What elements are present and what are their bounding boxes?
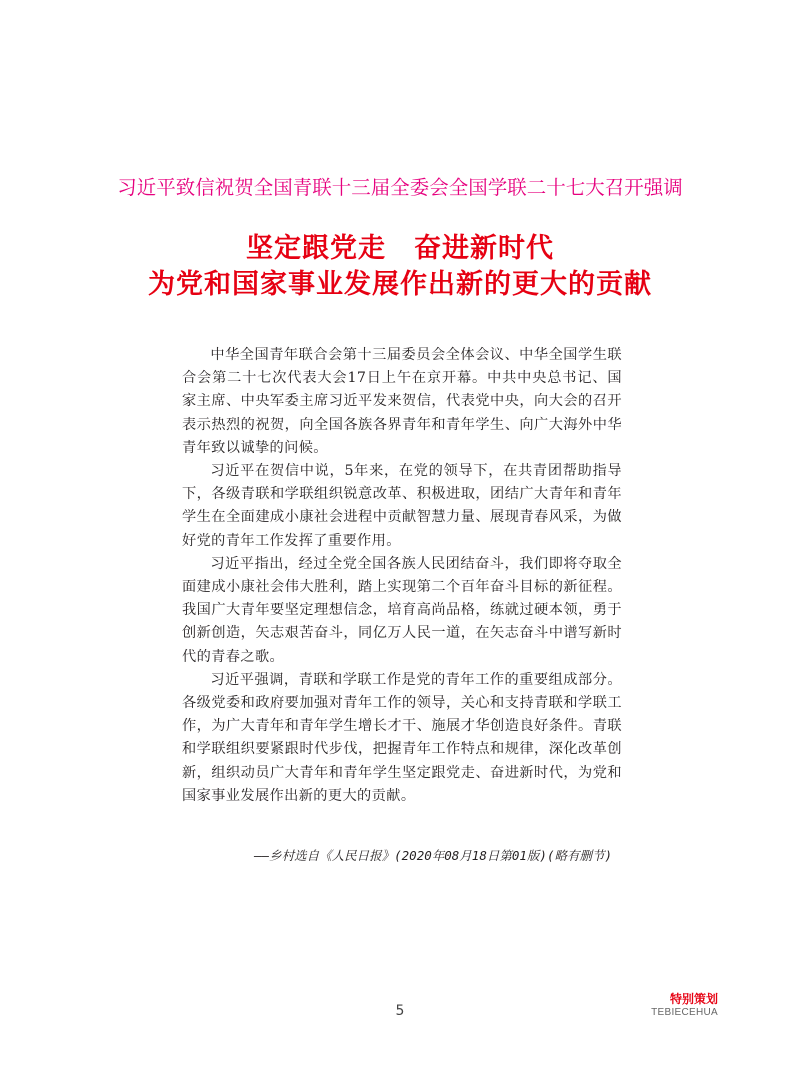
paragraph-1: 中华全国青年联合会第十三届委员会全体会议、中华全国学生联合会第二十七次代表大会17日上午在京开幕。中共中央总书记、国家主席、中央军委主席习近平发来贺信，代表党中央，向大会的召开表示热烈的祝贺，向全国各族各界青年和青年学生、向广大海外中华青年致以诚挚的问候。 — [182, 347, 622, 456]
article-body — [182, 344, 622, 808]
section-tag-chinese: 特别策划 — [669, 992, 718, 1006]
article-kicker: 习近平致信祝贺全国青联十三届全委会全国学联二十七大召开强调 — [117, 176, 683, 199]
headline-line-2: 为党和国家事业发展作出新的更大的贡献 — [148, 269, 652, 300]
page-number: 5 — [395, 1003, 405, 1019]
section-tag — [651, 990, 718, 1018]
source-attribution: ——乡村选自《人民日报》(2020年08月18日第01版)(略有删节) — [254, 848, 612, 863]
paragraph-2: 习近平在贺信中说，5年来，在党的领导下，在共青团帮助指导下，各级青联和学联组织锐意改革、积极进取，团结广大青年和青年学生在全面建成小康社会进程中贡献智慧力量、展现青春风采，为做好党的青年工作发挥了重要作用。 — [182, 463, 622, 549]
paragraph-3: 习近平指出，经过全党全国各族人民团结奋斗，我们即将夺取全面建成小康社会伟大胜利，踏上实现第二个百年奋斗目标的新征程。我国广大青年要坚定理想信念，培育高尚品格，练就过硬本领，勇于创新创造，矢志艰苦奋斗，同亿万人民一道，在矢志奋斗中谱写新时代的青春之歌。 — [182, 555, 622, 665]
headline-line-1: 坚定跟党走 奋进新时代 — [246, 233, 554, 264]
paragraph-4: 习近平强调，青联和学联工作是党的青年工作的重要组成部分。各级党委和政府要加强对青年工作的领导，关心和支持青联和学联工作，为广大青年和青年学生增长才干、施展才华创造良好条件。青联和学联组织要紧跟时代步伐，把握青年工作特点和规律，深化改革创新，组织动员广大青年和青年学生坚定跟党走、奋进新时代，为党和国家事业发展作出新的更大的贡献。 — [182, 671, 622, 804]
section-tag-pinyin: TEBIECEHUA — [651, 1007, 718, 1018]
